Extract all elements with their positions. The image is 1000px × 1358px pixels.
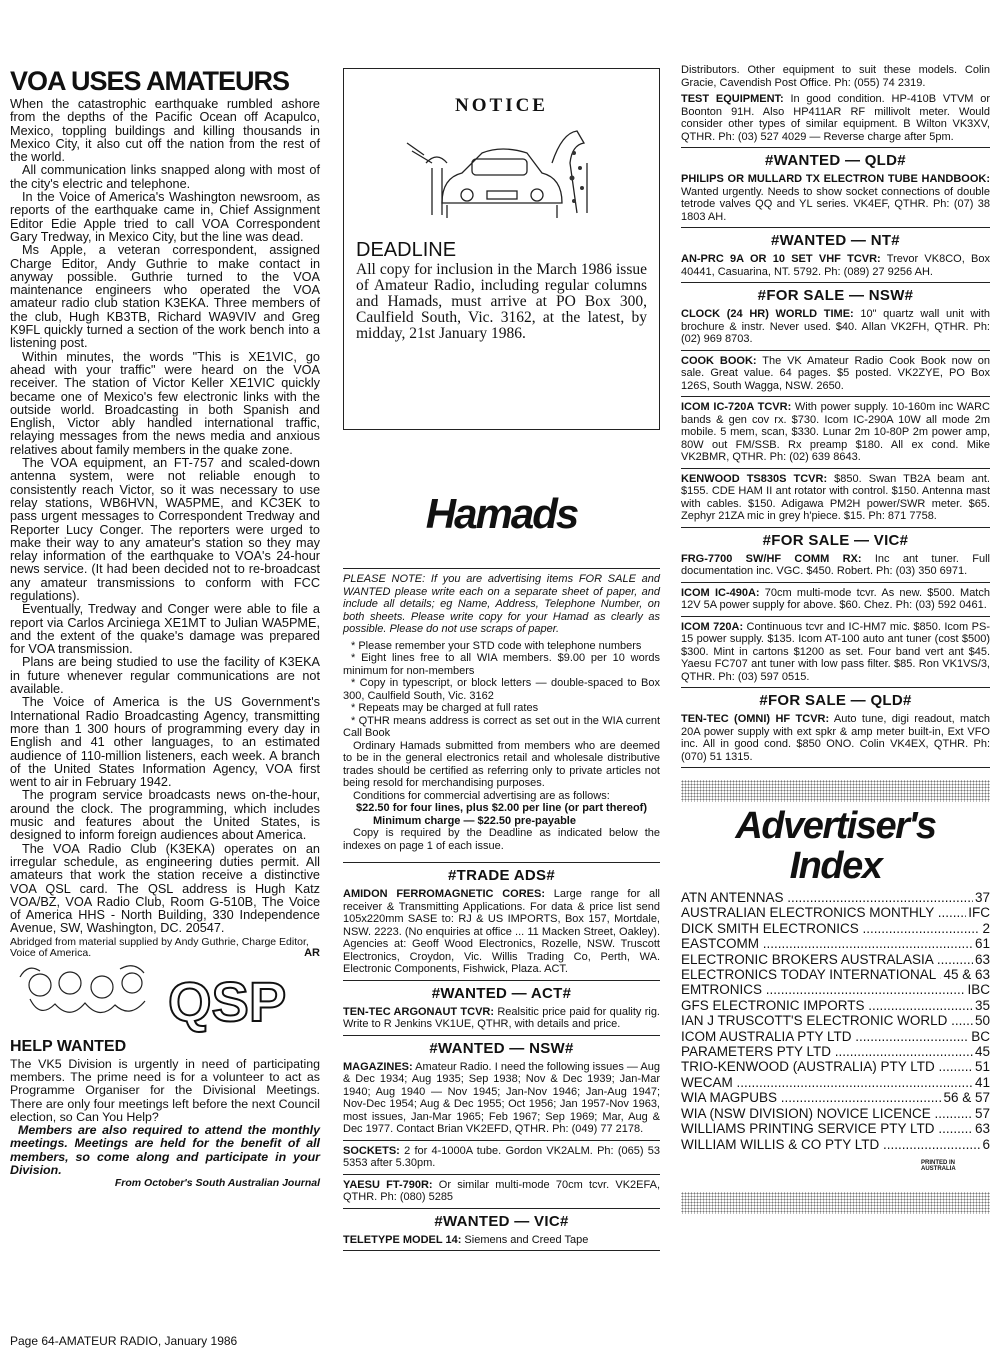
dotted-band-bottom	[681, 1192, 990, 1214]
index-page: 63	[974, 951, 990, 967]
hamads-bullet: * Copy in typescript, or block letters — double-spaced to Box 300, Caulfield South, Vic. 3162	[343, 677, 660, 702]
section-heading: #WANTED — NSW#	[429, 1039, 574, 1057]
hamads-title: Hamads	[425, 490, 578, 537]
classified-ad	[343, 1234, 660, 1247]
ad-heading: ICOM 720A:	[681, 620, 744, 633]
index-row	[681, 1044, 990, 1059]
article-paragraph: The VOA Radio Club (K3EKA) operates on an irregular schedule, as engineering duties permit. All amateurs that work the station receive a distinctive VOA QSL card. The QSL address is Hugh Katz VOA/BZ, VOA Radio Club, Room G-510B, The Voice of America HHS - North Building, 330 Independence Avenue, SW, Washington, DC. 20547.	[10, 841, 320, 936]
classified-ad	[681, 355, 990, 393]
index-name: WILLIAMS PRINTING SERVICE PTY LTD .....	[681, 1121, 973, 1136]
classified-ad	[343, 1006, 660, 1031]
article-title: VOA USES AMATEURS	[10, 66, 290, 96]
ad-text: Realsitic price paid for quality rig. Write to R Jenkins VK1UE, QTHR, with details and price.	[343, 1005, 660, 1030]
hamads-bullet: * Repeats may be charged at full rates	[351, 702, 539, 714]
ad-heading: KENWOOD TS830S TCVR:	[681, 472, 828, 485]
index-name: EMTRONICS .....	[681, 982, 965, 997]
stamp-area	[681, 1152, 990, 1192]
index-page: IBC	[967, 982, 990, 998]
article-paragraph: Eventually, Tredway and Conger were able to file a report via Carlos Arciniega XE1MT to Julian WA5PME, and the extent of the quake's damage was prepared for VOA transmission.	[10, 602, 320, 657]
classified-ad	[343, 1145, 660, 1170]
divider	[343, 1140, 660, 1141]
dotted-band-top	[681, 780, 990, 802]
column-3	[681, 66, 990, 1214]
article-paragraph: The program service broadcasts news on-the-hour, around the clock. The programming, which includes music and features about the United States, is designed to inform foreign audiences about America.	[10, 788, 320, 843]
index-page: 6	[982, 1136, 990, 1152]
classified-ad	[681, 621, 990, 684]
classified-ad	[681, 173, 990, 223]
section-heading: #WANTED — QLD#	[765, 152, 906, 169]
index-page: 2	[982, 920, 990, 936]
article-paragraph: Within minutes, the words "This is XE1VIC, go ahead with your traffic" were heard on the VOA receiver. The station of Victor Keller XE1VIC quickly became one of Mexico's few electronic links with the outside world. Broadcasting in both Spanish and English, Victor ably handled international traffic, relaying messages from the news media and anxious relatives about family members in the quake zone.	[10, 349, 320, 457]
divider	[681, 767, 990, 768]
index-row	[681, 1090, 990, 1105]
article-paragraph: Plans are being studied to use the facility of K3EKA in future whenever regular communications are not available.	[10, 655, 320, 697]
index-name: ATN ANTENNAS .....	[681, 890, 973, 905]
ad-heading: TEN-TEC ARGONAUT TCVR:	[343, 1005, 495, 1018]
classified-ad	[681, 93, 990, 143]
ad-heading: TELETYPE MODEL 14:	[343, 1233, 462, 1246]
ad-heading: COOK BOOK:	[681, 354, 757, 367]
index-row	[681, 1106, 990, 1121]
index-row	[681, 1121, 990, 1136]
article-paragraph: The Voice of America is the US Government's International Radio Broadcasting Agency, transmitting more than 1 300 hours of programming every day in English and 41 other languages, to an estimated audience of 110-million listeners, each week. A branch of the United States Information Agency, VOA first went to air in February 1942.	[10, 695, 320, 790]
divider	[681, 147, 990, 148]
index-page: 45 & 63	[943, 967, 990, 983]
qsp-illustration	[10, 959, 320, 1034]
index-row	[681, 998, 990, 1013]
help-wanted-italic: Members are also required to attend the monthly meetings. Meetings are held for the benefit of all members, so come along and participate in your Division.	[10, 1123, 320, 1178]
index-name: TRIO-KENWOOD (AUSTRALIA) PTY LTD .....	[681, 1059, 973, 1074]
divider	[681, 282, 990, 283]
section-heading: #FOR SALE — VIC#	[762, 531, 909, 549]
section-heading: #FOR SALE — NSW#	[757, 287, 914, 304]
column-2-ads	[343, 867, 660, 1251]
divider	[343, 980, 660, 981]
article-paragraph: All communication links snapped along with most of the city's electric and telephone.	[10, 163, 320, 191]
article-paragraph: When the catastrophic earthquake rumbled ashore from the depths of the Pacific Ocean off Acapulco, Mexico, toppling buildings and killing thousands in Mexico City, it also cut off the nation from the rest of the world.	[10, 97, 320, 165]
ad-heading: TEN-TEC (OMNI) HF TCVR:	[681, 713, 830, 725]
ad-text: Siemens and Creed Tape	[461, 1233, 589, 1246]
index-row	[681, 1029, 990, 1044]
help-wanted-text: The VK5 Division is urgently in need of participating members. The prime need is for a volunteer to act as Programme Organiser for the Divisional Meetings. There are only four meetings left before the next Council election, so Can You Help?	[10, 1056, 320, 1124]
index-row	[681, 1137, 990, 1152]
ad-text: Continuous tcvr and IC-HM7 mic. $850. Icom PS-15 power supply. $135. Icom AT-100 auto ant tuner (cost $500) $300. Mint in cartons $1200 as set. Four band vert ant $45. Yaesu FC707 ant tuner with low pass filter. $85. Ron VK1VS/3, QTHR. Ph: (03) 597 0515.	[681, 620, 990, 683]
ad-heading: AN-PRC 9A OR 10 SET VHF TCVR:	[681, 253, 881, 265]
index-page: 35	[974, 997, 990, 1013]
section-heading: #WANTED — VIC#	[434, 1212, 569, 1230]
index-page: 63	[974, 1121, 990, 1137]
ad-heading: CLOCK (24 HR) WORLD TIME:	[681, 308, 854, 320]
ad-text: The VK Amateur Radio Cook Book now on sale. Great value. 64 pages. $5 posted. VK2ZYE, PO Box 126S, South Wagga, NSW. 2650.	[681, 354, 990, 392]
index-name: IAN J TRUSCOTT'S ELECTRONIC WORLD .....	[681, 1013, 973, 1028]
ad-text: In good condition. HP-410B VTVM or Boonton 91H. Also HP411AR RF millivolt meter. Would consider other types of similar equipment. B Wilton VK3XV, QTHR. Ph: (03) 527 4029 — Reverse charge after 5pm.	[681, 93, 990, 143]
classified-ad	[681, 401, 990, 464]
ad-text: Large range for all receiver & Transmitting Applications. For data & price list send 105x220mm SASE to: RJ & US IMPORTS, Box 157, Mortdale, NSW. 2223. (No enquiries at office ... 11 Macken Street, Oakley). Agencies at: Geoff Wood Electronics, Rozelle, NSW. Truscott Electronics, Croydon, Vic. Willis Trading Co, Perth, WA. Electronic Components, Fishwick, Plaza. ACT.	[343, 888, 660, 975]
help-source: From October's South Australian Journal	[114, 1177, 320, 1190]
ad-heading: YAESU FT-790R:	[343, 1178, 433, 1191]
article-paragraph: In the Voice of America's Washington newsroom, as reports of the earthquake came in, Chief Assignment Editor Edie Apple tried to call VOA Correspondent Gary Tredway, in Mexico City, but the line was dead.	[10, 190, 320, 244]
index-name: AUSTRALIAN ELECTRONICS MONTHLY .....	[681, 905, 966, 920]
index-row	[681, 952, 990, 967]
page-footer: Page 64-AMATEUR RADIO, January 1986	[10, 1334, 238, 1348]
index-row	[681, 890, 990, 905]
index-name: WECAM .....	[681, 1075, 973, 1090]
index-name: WILLIAM WILLIS & CO PTY LTD .....	[681, 1137, 980, 1152]
divider	[681, 350, 990, 351]
classified-ad	[681, 473, 990, 523]
divider	[681, 616, 990, 617]
index-name: ELECTRONICS TODAY INTERNATIONAL .....	[681, 967, 941, 982]
index-row	[681, 1075, 990, 1090]
hamads-bullet: * Eight lines free to all WIA members. $9.00 per 10 words minimum for non-members	[343, 652, 660, 677]
index-page: 45	[974, 1044, 990, 1060]
classified-ad	[681, 713, 990, 763]
index-name: DICK SMITH ELECTRONICS .....	[681, 921, 980, 936]
ad-heading: FRG-7700 SW/HF COMM RX:	[681, 552, 862, 565]
advertisers-index-title: Advertiser's Index	[735, 805, 936, 887]
car-giraffe-illustration	[402, 123, 602, 233]
hamads-conditions: Conditions for commercial advertising are as follows:	[353, 789, 610, 802]
index-page: IFC	[968, 905, 990, 921]
help-wanted-title: HELP WANTED	[10, 1037, 127, 1055]
ad-heading: SOCKETS:	[343, 1144, 400, 1157]
index-name: ELECTRONIC BROKERS AUSTRALASIA .....	[681, 952, 973, 967]
notice-title: NOTICE	[455, 95, 548, 116]
notice-box	[343, 68, 660, 430]
classified-ad	[681, 553, 990, 578]
article-paragraph: The VOA equipment, an FT-757 and scaled-down antenna system, were not reliable enough to consistently reach Victor, so it was necessary to use relay stations, WB6HVN, WA5PME, and KC3EK to pass urgent messages to Correspondent Tredway and Reporter Lucy Conger. The reporters were urged to make their way to any amateur's station so they may relay information of the earthquake to VOA's 24-hour news service. (It had been decided not to re-broadcast any amateur transmissions to conform with FCC regulations).	[10, 456, 320, 603]
classified-ad	[681, 587, 990, 612]
ad-text: 70cm multi-mode tcvr. As new. $500. Match 12V 5A power supply for above. $60. Chez. Ph: (03) 592 0461.	[681, 586, 990, 611]
index-row	[681, 1059, 990, 1074]
divider	[681, 227, 990, 228]
divider	[681, 396, 990, 397]
hamads-please-note: PLEASE NOTE: If you are advertising items FOR SALE and WANTED please write each on a separate sheet of paper, and include all details; eg Name, Address, Telephone Number, on both sheets. Please write copy for your Hamad as clearly as possible. Please do not use scraps of paper.	[343, 573, 660, 635]
classified-ad	[343, 1061, 660, 1136]
advertisers-index-list	[681, 890, 990, 1152]
divider	[343, 1208, 660, 1209]
ad-text: 2 for 4-1000A tube. Gordon VK2ALM. Ph: (065) 53 5353 after 5.30pm.	[343, 1144, 660, 1169]
classified-ad	[681, 308, 990, 346]
index-page: 41	[974, 1074, 990, 1090]
continued-ad: Distributors. Other equipment to suit these models. Colin Gracie, Cavendish Post Office. Ph: (055) 74 2319.	[681, 64, 990, 89]
printed-in-australia-stamp: PRINTED IN AUSTRALIA	[921, 1159, 956, 1172]
ad-heading: AMIDON FERROMAGNETIC CORES:	[343, 888, 545, 900]
article-source: Abridged from material supplied by Andy Guthrie, Charge Editor, Voice of America. AR	[10, 935, 320, 959]
column-2	[343, 66, 660, 1254]
ad-heading: MAGAZINES:	[343, 1060, 413, 1073]
ad-text: With power supply. 10-160m inc WARC bands & gen cov rx. $730. Icom IC-290A 10W all mode 2m mobile. 5 mem, scan, $330. Lunar 2m 10-80P 2m power amp, 80W out FM/SSB. Rx preamp $180. All ex cond. Mike VK2BMR, QTHR. Ph: (02) 639 8643.	[681, 401, 990, 463]
divider	[343, 1174, 660, 1175]
section-heading: #WANTED — NT#	[771, 232, 900, 249]
classified-ad	[681, 253, 990, 278]
hamads-bullets	[343, 640, 660, 740]
ar-mark: AR	[304, 946, 320, 959]
ad-text: Or similar multi-mode 70cm tcvr. VK2EFA, QTHR. Ph: (080) 5285	[343, 1178, 661, 1203]
divider	[343, 862, 660, 863]
section-heading: #WANTED — ACT#	[431, 984, 572, 1002]
index-name: GFS ELECTRONIC IMPORTS .....	[681, 998, 973, 1013]
divider	[681, 527, 990, 528]
article-paragraph: Ms Apple, a veteran correspondent, assigned Charge Editor, Andy Guthrie to make contact in anyway possible. Guthrie turned to the VOA maintenance engineers who operated the VOA amateur radio club station K3EKA. Three members of the club, Hugh KB3TB, Richard WA9VIV and Greg K9FL quickly turned a section of the work bench into a listening post.	[10, 243, 320, 351]
ad-heading: ICOM IC-490A:	[681, 586, 760, 599]
article-body	[10, 98, 320, 936]
ad-heading: TEST EQUIPMENT:	[681, 93, 784, 105]
deadline-title: DEADLINE	[356, 239, 457, 261]
divider	[681, 468, 990, 469]
index-page: BC	[971, 1028, 990, 1044]
divider	[681, 582, 990, 583]
index-name: PARAMETERS PTY LTD .....	[681, 1044, 973, 1059]
index-row	[681, 905, 990, 920]
hamads-ordinary: Ordinary Hamads submitted from members who are deemed to be in the general electronics retail and wholesale distributive trades should be certified as referring only to private articles not being resold for merchandising purposes.	[343, 739, 660, 789]
divider	[343, 1250, 660, 1251]
index-page: 56 & 57	[943, 1090, 990, 1106]
qsp-logo: QSP	[168, 969, 287, 1033]
hamads-copy-req: Copy is required by the Deadline as indicated below the indexes on page 1 of each issue.	[343, 827, 660, 852]
deadline-text: All copy for inclusion in the March 1986 issue of Amateur Radio, including regular columns and Hamads, must arrive at PO Box 300, Caulfield South, Vic. 3162, at the latest, by midday, 21st January 1986.	[356, 261, 647, 342]
index-page: 61	[974, 936, 990, 952]
classified-ad	[343, 1179, 660, 1204]
hamads-rate2: Minimum charge — $22.50 pre-payable	[373, 814, 576, 827]
index-row	[681, 982, 990, 997]
index-row	[681, 967, 990, 982]
index-name: EASTCOMM .....	[681, 936, 973, 951]
ad-text: 10" quartz wall unit with brochure & instr. Never used. $40. Allan VK2FH, QTHR. Ph: (02) 969 8703.	[681, 308, 990, 345]
divider	[343, 1035, 660, 1036]
hamads-bullet: * Please remember your STD code with telephone numbers	[351, 639, 642, 652]
ad-text: Trevor VK8CO, Box 40441, Casuarina, NT. 5792. Ph: (089) 27 9256 AH.	[681, 253, 990, 278]
index-page: 37	[974, 890, 990, 905]
hamads-bullet: * QTHR means address is correct as set out in the WIA current Call Book	[343, 714, 660, 739]
ad-text: Inc ant tuner. Full documentation inc. VGC. $450. Robert. Ph: (03) 350 6971.	[681, 552, 990, 577]
ad-text: Amateur Radio. I need the following issues — Aug & Dec 1934; Aug 1935; Sep 1938; Nov & Dec 1939; Jan-Mar 1940; Aug 1940 — Nov 1945; Jan-Nov 1946; Jan-Aug 1947; Nov-Dec 1954; Aug & Dec 1955; Oct 1956; Jan 1957-Nov 1963, most issues, Jan-Mar 1965; Feb 1967; Sep 1969; Mar, Aug & Dec 1977. Contact Brian VK2EFD, QTHR. Ph: (049) 77 2178.	[343, 1060, 660, 1135]
index-page: 57	[974, 1105, 990, 1121]
section-heading: #FOR SALE — QLD#	[759, 692, 912, 709]
index-name: WIA MAGPUBS .....	[681, 1090, 941, 1105]
index-row	[681, 921, 990, 936]
ad-heading: PHILIPS OR MULLARD TX ELECTRON TUBE HANDBOOK:	[681, 173, 990, 185]
qsp-banner	[10, 959, 320, 1034]
ad-text: Wanted urgently. Needs to show socket connections of double tetrode valves QQ and YL series. VK4EF, QTHR. Ph: (07) 38 1803 AH.	[681, 185, 990, 223]
ad-text: $850. Swan TB2A beam ant. $155. CDE HAM II ant rotator with control. $150. Antenna mast with cables. $150. Adigawa PM2H power/SWR meter. $65. Zephyr 21ZA mic in grey h'piece. $15. Ph: 871 7758.	[681, 472, 990, 522]
column-1	[10, 66, 320, 1189]
column-3-ads	[681, 93, 990, 768]
index-row	[681, 1013, 990, 1028]
ad-text: Auto tune, digi readout, match 20A power supply with ext spkr & amp meter built-in, Ext VFO inc. All in good cond. $850 ONO. Colin VK4EX, QTHR. Ph: (070) 51 1315.	[681, 713, 990, 763]
section-heading: #TRADE ADS#	[448, 867, 555, 884]
index-row	[681, 936, 990, 951]
divider	[681, 687, 990, 688]
ad-heading: ICOM IC-720A TCVR:	[681, 401, 792, 413]
index-page: 50	[974, 1013, 990, 1029]
index-name: WIA (NSW DIVISION) NOVICE LICENCE .....	[681, 1106, 973, 1121]
index-page: 51	[974, 1059, 990, 1075]
index-name: ICOM AUSTRALIA PTY LTD .....	[681, 1029, 969, 1044]
hamads-rate1: $22.50 for four lines, plus $2.00 per line (or part thereof)	[356, 802, 647, 814]
divider	[343, 568, 660, 569]
classified-ad	[343, 888, 660, 976]
